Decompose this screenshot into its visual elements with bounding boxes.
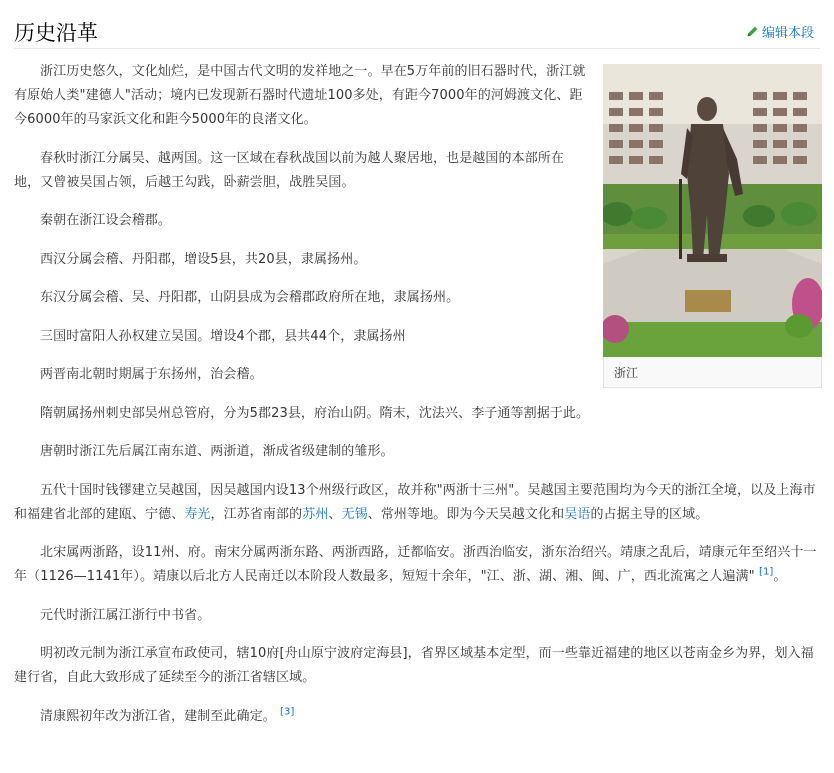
paragraph-text: 清康熙初年改为浙江省，建制至此确定。 bbox=[40, 708, 276, 724]
paragraph bbox=[14, 479, 822, 527]
link-wuxi[interactable]: 无锡 bbox=[341, 506, 368, 522]
paragraph: 西汉分属会稽、丹阳郡，增设5县，共20县，隶属扬州。 bbox=[40, 251, 367, 267]
paragraph-text: 、常州等地。即为今天吴越文化和 bbox=[367, 506, 565, 522]
paragraph: 隋朝属扬州刺史部吴州总管府，分为5郡23县，府治山阴。隋末，沈法兴、李子通等割据于此。 bbox=[40, 405, 590, 421]
reference-link[interactable]: [1] bbox=[758, 566, 774, 578]
paragraph-text: 、 bbox=[328, 506, 342, 522]
pencil-icon bbox=[746, 25, 759, 38]
paragraph: 秦朝在浙江设会稽郡。 bbox=[40, 213, 172, 228]
link-wuyu[interactable]: 吴语 bbox=[564, 506, 591, 522]
article-body bbox=[14, 60, 822, 743]
paragraph-text: 五代十国时钱镠建立吴越国，因吴越国内设13个州级行政区，故并称"两浙十三州"。吴越国主要范围均为今天的浙江全境，以及上海市和福建省北部的建瓯、宁德、 bbox=[14, 482, 816, 522]
paragraph: 元代时浙江属江浙行中书省。 bbox=[40, 607, 211, 623]
paragraph-text: 的占据主导的区域。 bbox=[590, 506, 709, 522]
paragraph: 东汉分属会稽、吴、丹阳郡，山阴县成为会稽郡政府所在地，隶属扬州。 bbox=[40, 290, 460, 305]
reference-link[interactable]: [3] bbox=[280, 706, 295, 718]
paragraph: 唐朝时浙江先后属江南东道、两浙道，渐成省级建制的雏形。 bbox=[40, 444, 394, 459]
paragraph: 三国时富阳人孙权建立吴国。增设4个郡，县共44个，隶属扬州 bbox=[40, 328, 406, 344]
paragraph-text: 北宋属两浙路，设11州、府。南宋分属两浙东路、两浙西路，迁都临安。浙西治临安，浙东治绍兴。靖康之乱后，靖康元年至绍兴十一年（1126—1141年）。靖康以后北方人民南迁以本阶段人数最多，短短十余年，"江、浙、湖、湘、闽、广，西北流寓之人遍满" bbox=[14, 545, 817, 584]
paragraph bbox=[14, 705, 822, 729]
paragraph bbox=[14, 541, 822, 589]
figure-caption: 浙江 bbox=[614, 366, 639, 380]
link-shouguang[interactable]: 寿光 bbox=[184, 506, 211, 522]
paragraph: 浙江历史悠久，文化灿烂，是中国古代文明的发祥地之一。早在5万年前的旧石器时代，浙江就有原始人类"建德人"活动；境内已发现新石器时代遗址100多处，有距今7000年的河姆渡文化、距今6000年的马家浜文化和距今5000年的良渚文化。 bbox=[14, 64, 586, 127]
paragraph: 春秋时浙江分属吴、越两国。这一区域在春秋战国以前为越人聚居地，也是越国的本部所在地，又曾被吴国占领，后越王勾践，卧薪尝胆，战胜吴国。 bbox=[14, 150, 565, 190]
section-header bbox=[14, 14, 820, 49]
section-title: 历史沿革 bbox=[14, 21, 98, 45]
paragraph-text: ，江苏省南部的 bbox=[210, 506, 303, 522]
paragraph: 两晋南北朝时期属于东扬州，治会稽。 bbox=[40, 367, 263, 382]
edit-section-button[interactable] bbox=[746, 22, 814, 41]
statue-photo[interactable] bbox=[603, 64, 822, 357]
link-suzhou[interactable]: 苏州 bbox=[302, 506, 329, 522]
figure[interactable] bbox=[603, 64, 822, 388]
paragraph-text: 。 bbox=[773, 569, 787, 584]
paragraph: 明初改元制为浙江承宣布政使司，辖10府[舟山原宁波府定海县]，省界区域基本定型，而一些靠近福建的地区以苍南金乡为界，划入福建行省，自此大致形成了延续至今的浙江省辖区域。 bbox=[14, 646, 814, 685]
edit-section-label: 编辑本段 bbox=[761, 26, 814, 41]
